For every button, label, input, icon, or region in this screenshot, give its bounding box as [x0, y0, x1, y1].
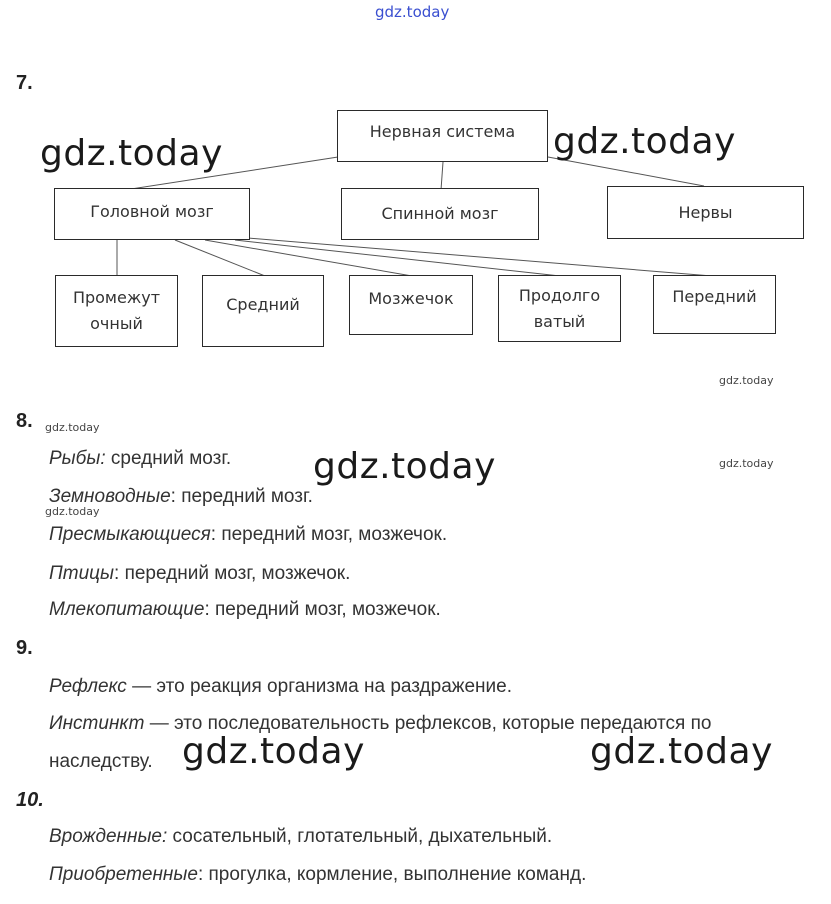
watermark-big-1: gdz.today: [40, 133, 223, 174]
question-10-number: 10.: [16, 789, 44, 811]
connector-brain-forebrain: [248, 238, 712, 276]
q8-item-fish-text: средний мозг.: [105, 448, 232, 469]
node-medulla: [498, 275, 621, 342]
q9-item-instinct-text: — это последовательность рефлексов, которые передаются по: [144, 713, 712, 734]
q10-item-acquired-text: : прогулка, кормление, выполнение команд.: [197, 864, 587, 885]
node-medulla-line2: ватый: [533, 311, 586, 331]
node-forebrain: [653, 275, 776, 334]
q8-item-reptiles-term: Пресмыкающиеся: [49, 524, 211, 545]
node-diencephalon-line1: Промежут: [72, 288, 161, 307]
q9-item-reflex: [49, 676, 512, 698]
q9-item-instinct-term: Инстинкт: [49, 713, 145, 734]
watermark-big-4: gdz.today: [182, 731, 365, 772]
node-forebrain-label: Передний: [672, 287, 757, 306]
q10-item-innate: [49, 826, 552, 848]
node-brain: Головной мозг: [54, 188, 250, 240]
watermark-small-4: gdz.today: [45, 505, 100, 518]
node-diencephalon-line2: очный: [90, 314, 143, 333]
node-diencephalon: [55, 275, 178, 347]
q8-item-birds-text: : передний мозг, мозжечок.: [114, 563, 351, 584]
connector-brain-midbrain: [175, 240, 265, 276]
watermark-big-3: gdz.today: [313, 446, 496, 487]
connector-brain-medulla: [235, 240, 560, 276]
q9-item-reflex-text: — это реакция организма на раздражение.: [126, 676, 512, 697]
q9-item-instinct-cont: наследству.: [49, 751, 153, 772]
q8-item-mammals: [49, 599, 441, 621]
watermark-small-2: gdz.today: [45, 421, 100, 434]
question-7-number: 7.: [16, 72, 33, 94]
q8-item-mammals-text: : передний мозг, мозжечок.: [204, 599, 441, 620]
connector-brain-cerebellum: [205, 240, 412, 276]
q8-item-fish: [49, 448, 231, 470]
node-medulla-line1: Продолго: [518, 285, 601, 305]
q8-item-fish-term: Рыбы:: [49, 448, 106, 469]
q10-item-innate-text: сосательный, глотательный, дыхательный.: [167, 826, 553, 847]
node-midbrain: [202, 275, 324, 347]
q10-item-innate-term: Врожденные:: [49, 826, 168, 847]
question-9-number: 9.: [16, 637, 33, 659]
q8-item-birds-term: Птицы: [49, 563, 115, 584]
watermark-big-2: gdz.today: [553, 121, 736, 162]
connector-root-spinal: [441, 162, 443, 190]
q8-item-amphibians-term: Земноводные: [49, 486, 171, 507]
q8-item-reptiles: [49, 524, 447, 546]
q8-item-birds: [49, 563, 350, 585]
node-cerebellum-label: Мозжечок: [368, 289, 454, 308]
q8-item-reptiles-text: : передний мозг, мозжечок.: [210, 524, 448, 545]
q9-item-reflex-term: Рефлекс: [49, 676, 127, 697]
watermark-top: gdz.today: [375, 3, 450, 21]
node-cerebellum: [349, 275, 473, 335]
q10-item-acquired: [49, 864, 586, 886]
question-8-number: 8.: [16, 410, 33, 432]
node-midbrain-label: Средний: [226, 295, 300, 314]
watermark-small-3: gdz.today: [719, 457, 774, 470]
q10-item-acquired-term: Приобретенные: [49, 864, 198, 885]
node-nervous-system: Нервная система: [337, 110, 548, 162]
node-spinal-cord: Спинной мозг: [341, 188, 539, 240]
q8-item-mammals-term: Млекопитающие: [49, 599, 205, 620]
watermark-small-1: gdz.today: [719, 374, 774, 387]
q8-item-amphibians-text: : передний мозг.: [170, 486, 313, 507]
watermark-big-5: gdz.today: [590, 731, 773, 772]
node-nerves: Нервы: [607, 186, 804, 239]
